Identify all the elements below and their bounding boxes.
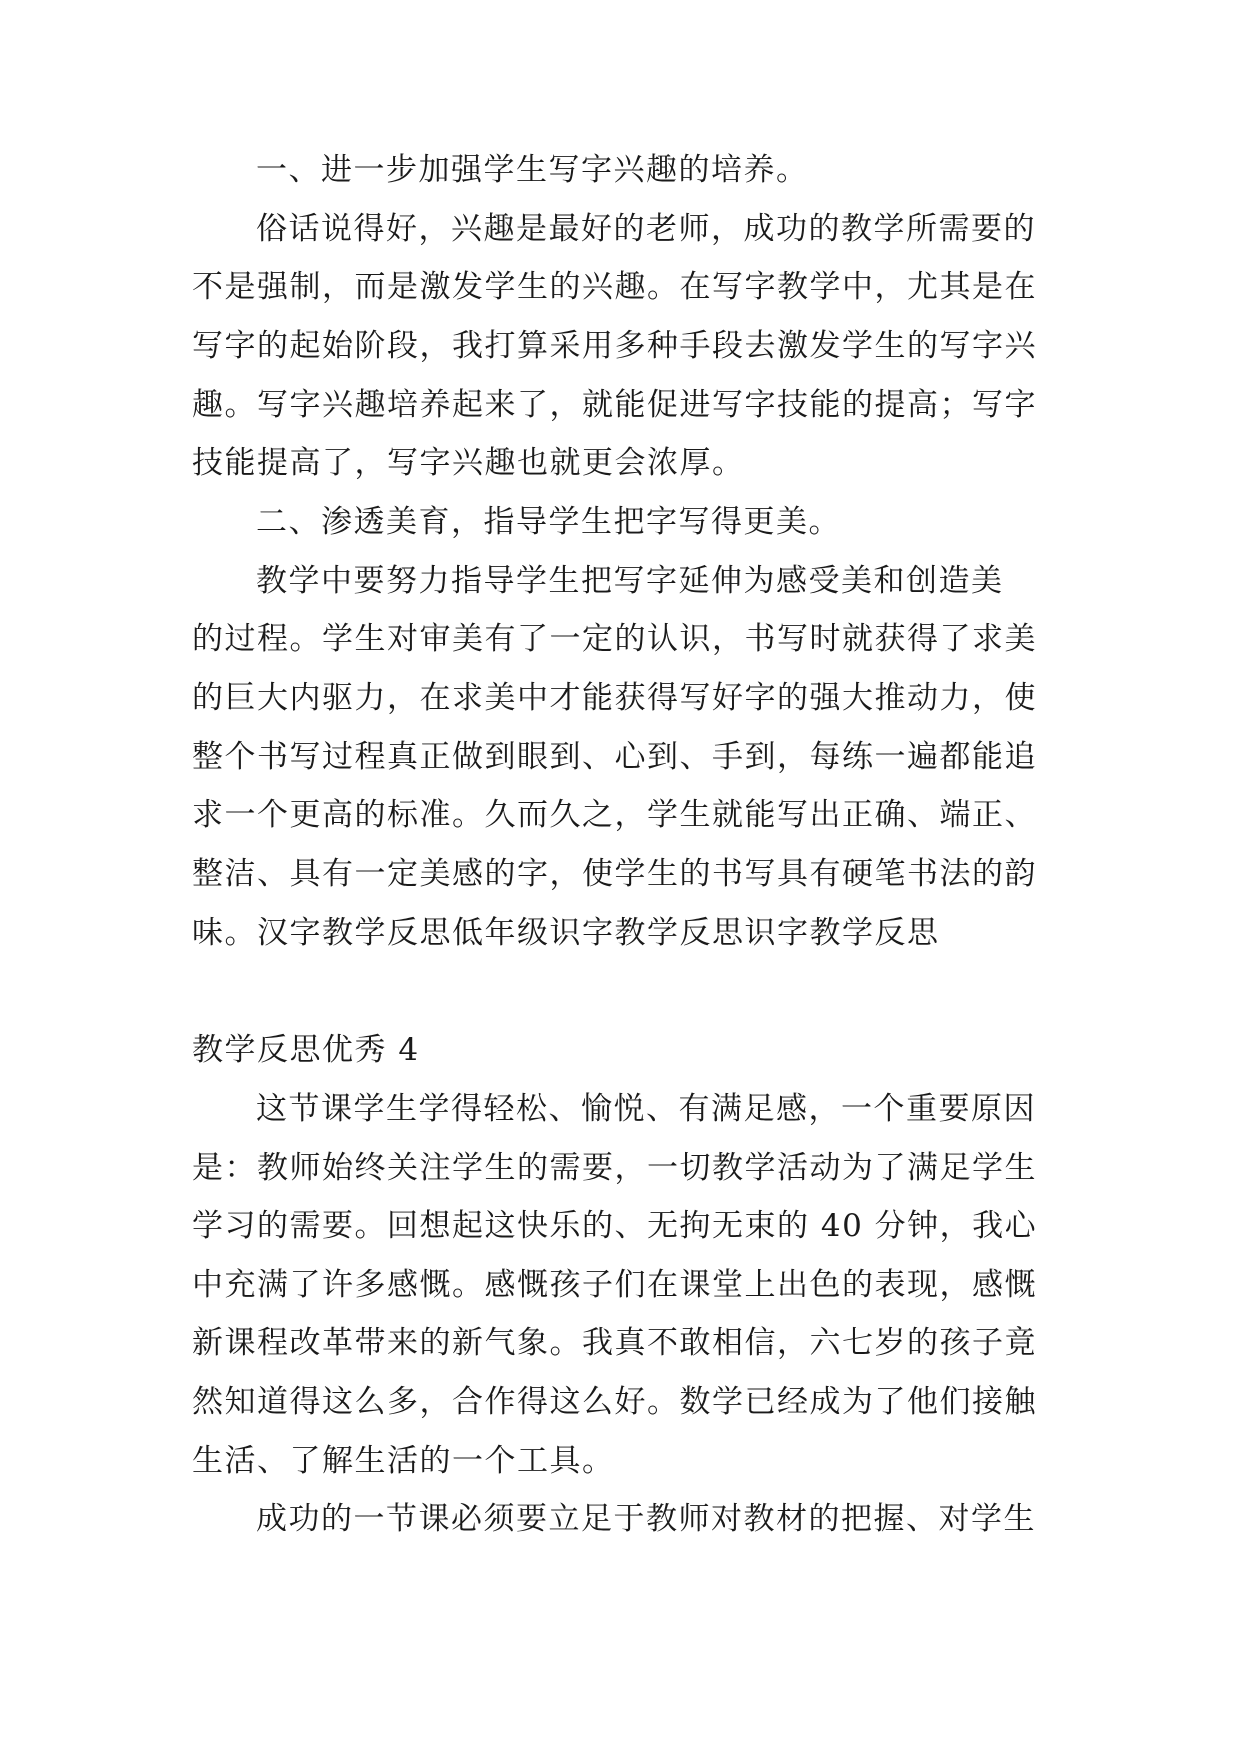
paragraph-line: 生活、了解生活的一个工具。: [192, 1443, 615, 1479]
paragraph-line: 的过程。学生对审美有了一定的认识，书写时就获得了求美: [192, 621, 1037, 657]
paragraph-line: 味。汉字教学反思低年级识字教学反思识字教学反思: [192, 915, 940, 951]
paragraph-line: 技能提高了，写字兴趣也就更会浓厚。: [192, 445, 745, 481]
paragraph-line: 是：教师始终关注学生的需要，一切教学活动为了满足学生: [192, 1150, 1037, 1186]
paragraph-line: 然知道得这么多，合作得这么好。数学已经成为了他们接触: [192, 1384, 1037, 1420]
paragraph-line: 学习的需要。回想起这快乐的、无拘无束的 40 分钟，我心: [192, 1208, 1038, 1244]
paragraph-line: 中充满了许多感慨。感慨孩子们在课堂上出色的表现，感慨: [192, 1267, 1037, 1303]
paragraph-line: 的巨大内驱力，在求美中才能获得写好字的强大推动力，使: [192, 680, 1037, 716]
paragraph-line: 求一个更高的标准。久而久之，学生就能写出正确、端正、: [192, 797, 1037, 833]
section-heading-1: 一、进一步加强学生写字兴趣的培养。: [256, 152, 809, 188]
paragraph-line: 俗话说得好，兴趣是最好的老师，成功的教学所需要的: [256, 211, 1036, 247]
paragraph-line: 趣。写字兴趣培养起来了，就能促进写字技能的提高；写字: [192, 387, 1037, 423]
paragraph-line: 写字的起始阶段，我打算采用多种手段去激发学生的写字兴: [192, 328, 1037, 364]
paragraph-line: 整个书写过程真正做到眼到、心到、手到，每练一遍都能追: [192, 739, 1037, 775]
section-heading-2: 二、渗透美育，指导学生把字写得更美。: [256, 504, 841, 540]
paragraph-line: 不是强制，而是激发学生的兴趣。在写字教学中，尤其是在: [192, 269, 1037, 305]
section-title: 教学反思优秀 4: [192, 1032, 420, 1068]
paragraph-line: 新课程改革带来的新气象。我真不敢相信，六七岁的孩子竟: [192, 1325, 1037, 1361]
paragraph-line: 整洁、具有一定美感的字，使学生的书写具有硬笔书法的韵: [192, 856, 1037, 892]
paragraph-line: 成功的一节课必须要立足于教师对教材的把握、对学生: [256, 1501, 1036, 1537]
paragraph-line: 教学中要努力指导学生把写字延伸为感受美和创造美: [256, 563, 1004, 599]
paragraph-line: 这节课学生学得轻松、愉悦、有满足感，一个重要原因: [256, 1091, 1036, 1127]
